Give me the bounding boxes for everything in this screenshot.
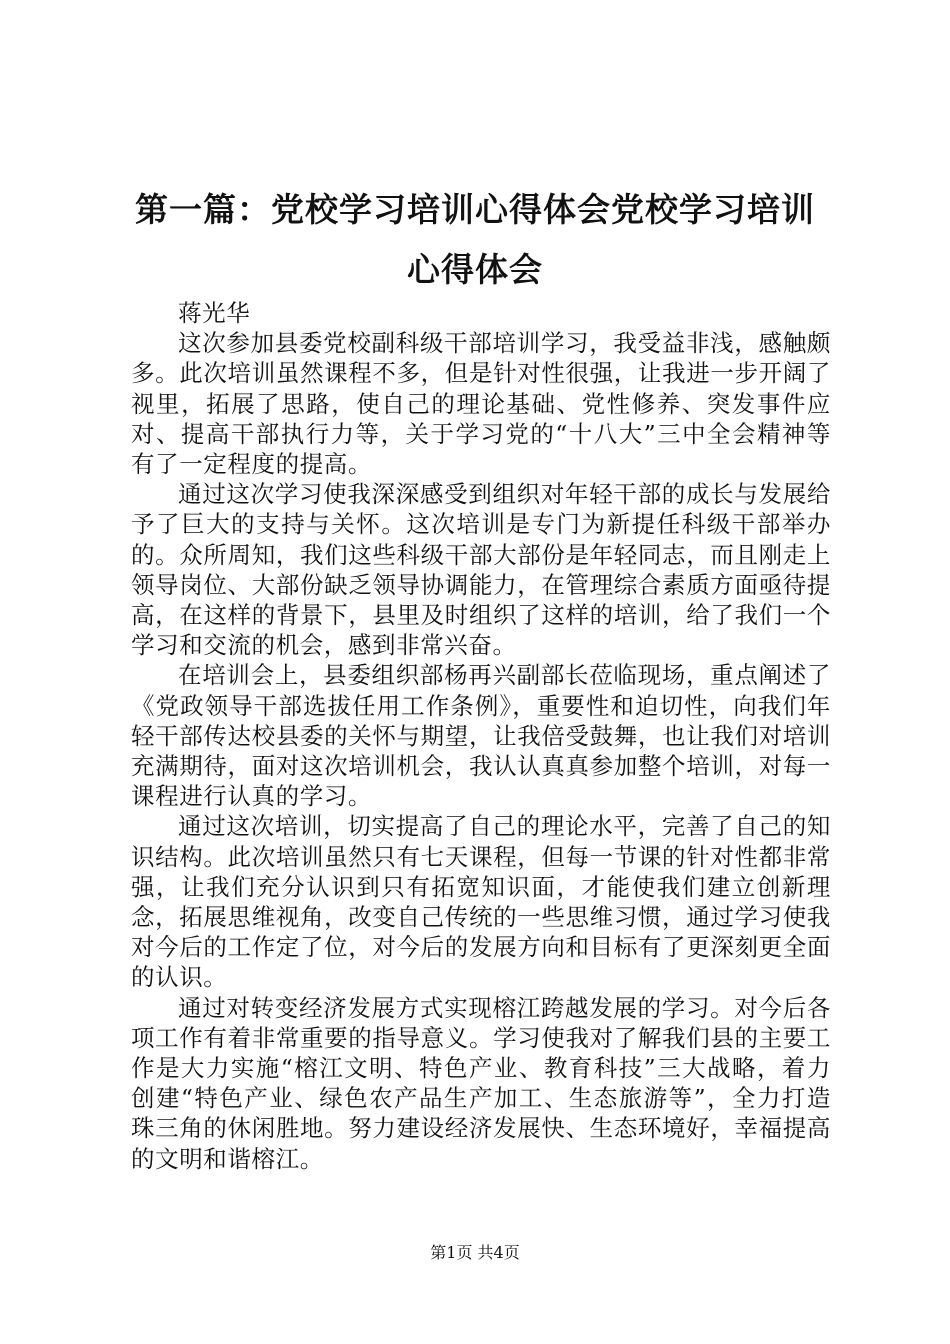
paragraph-5: 通过对转变经济发展方式实现榕江跨越发展的学习。对今后各项工作有着非常重要的指导意义。学习使我对了解我们县的主要工作是大力实施“榕江文明、特色产业、教育科技”三大战略，着力创建“特色产业、绿色农产品生产加工、生态旅游等”，全力打造珠三角的休闲胜地。努力建设经济发展快、生态环境好，幸福提高的文明和谐榕江。 xyxy=(131,993,831,1173)
paragraph-2: 通过这次学习使我深深感受到组织对年轻干部的成长与发展给予了巨大的支持与关怀。这次培训是专门为新提任科级干部举办的。众所周知，我们这些科级干部大部份是年轻同志，而且刚走上领导岗位、大部份缺乏领导协调能力，在管理综合素质方面亟待提高，在这样的背景下，县里及时组织了这样的培训，给了我们一个学习和交流的机会，感到非常兴奋。 xyxy=(131,480,831,660)
document-title: 第一篇：党校学习培训心得体会党校学习培训心得体会 xyxy=(135,190,815,289)
page-footer: 第1页 共4页 xyxy=(430,1243,520,1262)
paragraph-3: 在培训会上，县委组织部杨再兴副部长莅临现场，重点阐述了《党政领导干部选拔任用工作条例》，重要性和迫切性，向我们年轻干部传达校县委的关怀与期望，让我倍受鼓舞，也让我们对培训充满期待，面对这次培训机会，我认认真真参加整个培训，对每一课程进行认真的学习。 xyxy=(131,661,831,811)
document-body xyxy=(131,298,831,1174)
paragraph-4: 通过这次培训，切实提高了自己的理论水平，完善了自己的知识结构。此次培训虽然只有七天课程，但每一节课的针对性都非常强，让我们充分认识到只有拓宽知识面，才能使我们建立创新理念，拓展思维视角，改变自己传统的一些思维习惯，通过学习使我对今后的工作定了位，对今后的发展方向和目标有了更深刻更全面的认识。 xyxy=(131,812,831,992)
author-name: 蒋光华 xyxy=(178,299,251,327)
paragraph-1: 这次参加县委党校副科级干部培训学习，我受益非浅，感触颇多。此次培训虽然课程不多，但是针对性很强，让我进一步开阔了视里，拓展了思路，使自己的理论基础、党性修养、突发事件应对、提高干部执行力等，关于学习党的“十八大”三中全会精神等有了一定程度的提高。 xyxy=(131,329,831,479)
